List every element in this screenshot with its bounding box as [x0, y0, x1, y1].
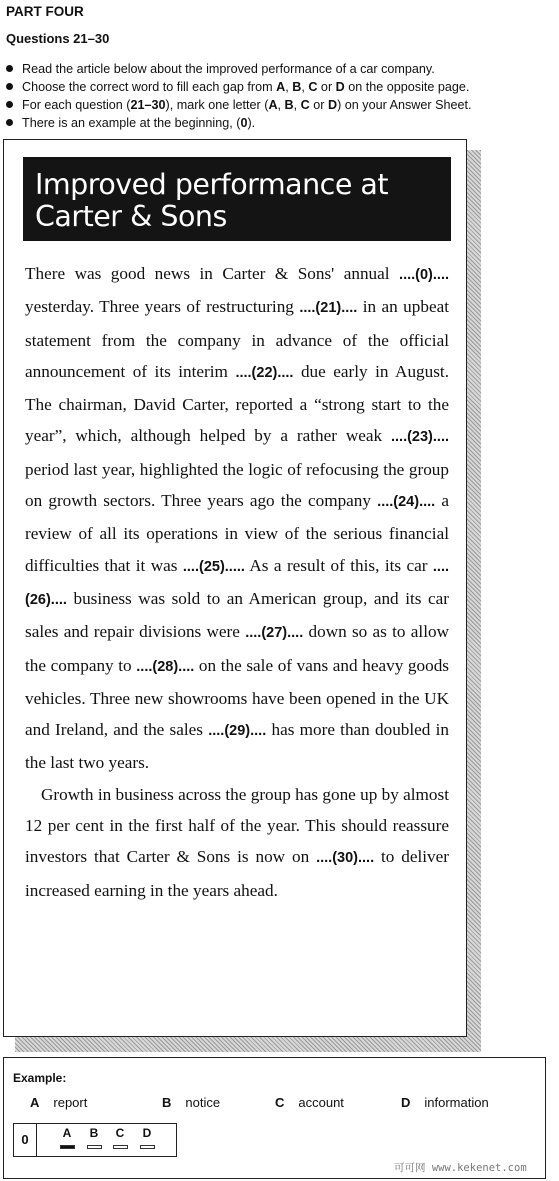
article-body — [25, 258, 449, 906]
answer-mark-d[interactable] — [140, 1145, 155, 1149]
answer-number: 0 — [14, 1124, 37, 1156]
example-option-a: A report — [30, 1095, 88, 1110]
gap-marker: ....(23).... — [390, 429, 449, 446]
gap-marker: ....(28).... — [136, 658, 195, 675]
answer-mark-b[interactable] — [87, 1145, 102, 1149]
gap-marker: ....(25)..... — [182, 558, 245, 575]
answer-letter-b: B — [89, 1126, 99, 1140]
example-answer-grid — [13, 1123, 177, 1157]
bullet-icon — [6, 83, 13, 90]
article-title-line-1: Improved performance at — [35, 168, 389, 201]
answer-mark-c[interactable] — [113, 1145, 128, 1149]
article-paragraph: There was good news in Carter & Sons' annual ....(0).... yesterday. Three years of restructuring ....(21).... in an upbeat statement from the company in advance of the official announcement of its interim ....(22).... due early in August. The chairman, David Carter, reported a “strong start to the year”, which, although helped by a rather weak ....(23).... period last year, highlighted the logic of refocusing the group on growth sectors. Three years ago the company ....(24).... a review of all its operations in view of the serious financial difficulties that it was ....(25)..... As a result of this, its car ....(26).... business was sold to an American group, and its car sales and repair divisions were ....(27).... down so as to allow the company to ....(28).... on the sale of vans and heavy goods vehicles. Three new showrooms have been opened in the UK and Ireland, and the sales ....(29).... has more than doubled in the last two years. — [25, 264, 450, 773]
article-paragraph: Growth in business across the group has gone up by almost 12 per cent in the first half of the year. This should reassure investors that Carter & Sons is now on ....(30).... to deliver increased earning in the years ahead. — [25, 784, 449, 900]
instruction-item: There is an example at the beginning, (0). — [6, 114, 471, 132]
instruction-item: Choose the correct word to fill each gap from A, B, C or D on the opposite page. — [6, 78, 471, 96]
gap-marker: ....(21).... — [299, 300, 358, 317]
article-title-line-2: Carter & Sons — [35, 200, 227, 233]
article-title-banner — [23, 157, 451, 241]
source-watermark: 可可网 www.kekenet.com — [394, 1162, 527, 1174]
gap-marker: ....(0).... — [399, 267, 449, 283]
gap-marker: ....(27).... — [245, 625, 304, 642]
answer-letter-a: A — [62, 1126, 72, 1140]
answer-mark-a[interactable] — [60, 1145, 75, 1149]
bullet-icon — [6, 101, 13, 108]
answer-letter-c: C — [115, 1126, 125, 1140]
example-label: Example: — [13, 1071, 67, 1085]
bullet-icon — [6, 65, 13, 72]
instruction-item: For each question (21–30), mark one letter (A, B, C or D) on your Answer Sheet. — [6, 96, 471, 114]
gap-marker: ....(29).... — [208, 723, 267, 740]
questions-heading: Questions 21–30 — [6, 31, 110, 46]
instructions-list — [6, 60, 471, 132]
example-option-b: B notice — [162, 1095, 221, 1110]
gap-marker: ....(24).... — [377, 494, 436, 511]
instruction-item: Read the article below about the improved performance of a car company. — [6, 60, 471, 78]
gap-marker: ....(30).... — [316, 850, 375, 867]
answer-letter-d: D — [142, 1126, 152, 1140]
gap-marker: ....(26).... — [25, 558, 450, 608]
example-option-d: D information — [401, 1095, 489, 1110]
example-option-c: C account — [275, 1095, 344, 1110]
part-title: PART FOUR — [6, 4, 84, 19]
gap-marker: ....(22).... — [235, 364, 294, 381]
bullet-icon — [6, 119, 13, 126]
